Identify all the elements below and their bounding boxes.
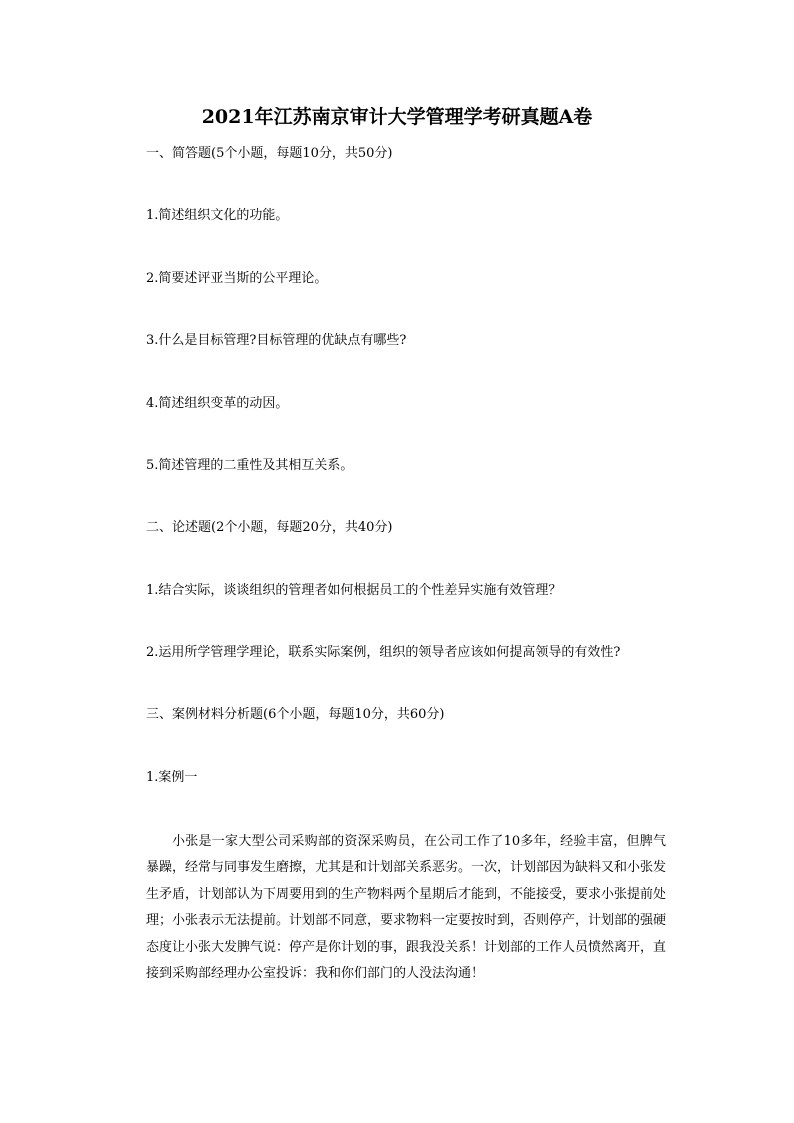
question-1-4: 4.简述组织变革的动因。 [146,396,289,411]
question-2-1: 1.结合实际，谈谈组织的管理者如何根据员工的个性差异实施有效管理？ [146,583,562,598]
section-3-heading: 三、案例材料分析题(6个小题，每题10分，共60分) [146,707,445,722]
question-1-1: 1.简述组织文化的功能。 [146,208,289,223]
question-1-5: 5.简述管理的二重性及其相互关系。 [146,458,354,473]
question-1-2: 2.简要述评亚当斯的公平理论。 [146,271,328,286]
document-title: 2021年江苏南京审计大学管理学考研真题A卷 [201,106,593,128]
case-title: 1.案例一 [146,770,198,785]
section-2-heading: 二、论述题(2个小题，每题20分，共40分) [146,520,393,535]
question-2-2: 2.运用所学管理学理论，联系实际案例，组织的领导者应该如何提高领导的有效性? [146,645,621,660]
question-1-3: 3.什么是目标管理?目标管理的优缺点有哪些? [146,333,407,348]
section-1-heading: 一、简答题(5个小题，每题10分，共50分) [146,146,393,161]
case-paragraph: 小张是一家大型公司采购部的资深采购员，在公司工作了10多年，经验丰富，但脾气暴躁，经常与同事发生磨擦，尤其是和计划部关系恶劣。一次，计划部因为缺料又和小张发生矛盾，计划部认为下周要用到的生产物料两个星期后才能到，不能接受，要求小张提前处理；小张表示无法提前。计划部不同意，要求物料一定要按时到，否则停产，计划部的强硬态度让小张大发脾气说：停产是你计划的事，跟我没关系！计划部的工作人员愤然离开，直接到采购部经理办公室投诉：我和你们部门的人没法沟通！ [146,834,667,982]
